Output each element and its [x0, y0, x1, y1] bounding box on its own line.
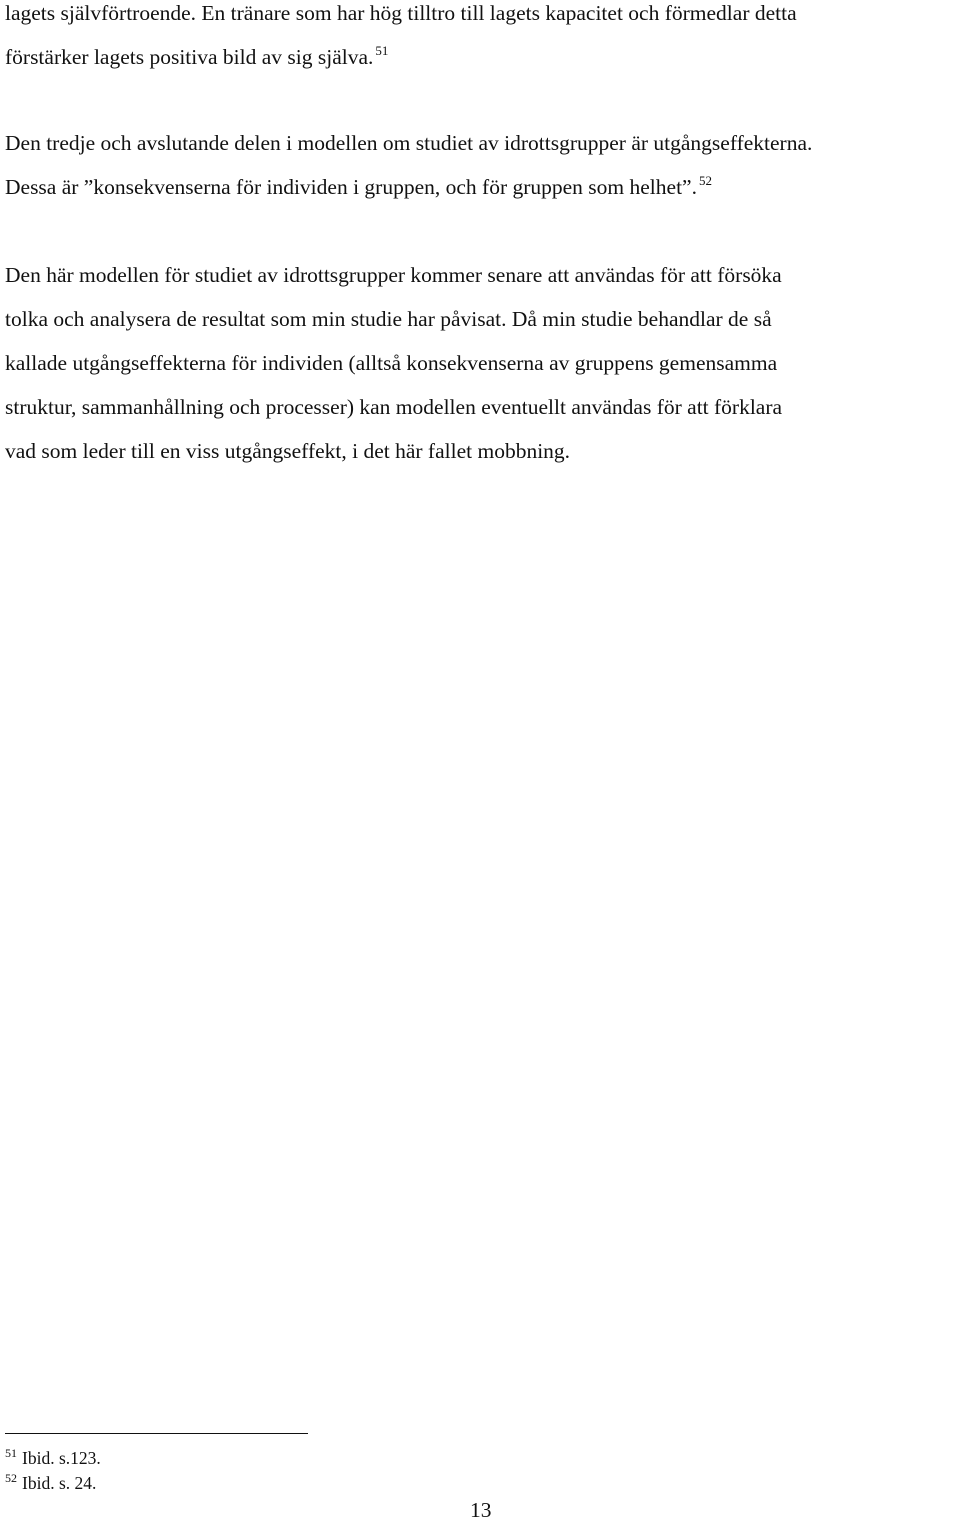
body-text-line: [5, 130, 812, 156]
body-text: Den tredje och avslutande delen i modellen om studiet av idrottsgrupper är utgångseffekterna.: [5, 131, 813, 155]
footnote-51: [5, 1448, 101, 1470]
footnote-separator: [5, 1433, 308, 1434]
footnote-number: 52: [5, 1471, 17, 1485]
footnote-text: Ibid. s.123.: [22, 1448, 101, 1468]
page-number: 13: [470, 1498, 492, 1522]
body-text: kallade utgångseffekterna för individen (alltså konsekvenserna av gruppens gemensamma: [5, 351, 778, 375]
footnote-ref-51[interactable]: 51: [375, 43, 389, 58]
footnote-number: 51: [5, 1446, 17, 1460]
body-text: förstärker lagets positiva bild av sig själva.: [5, 45, 374, 69]
body-text-line: [5, 174, 712, 203]
body-text-line: [5, 306, 772, 332]
body-text: vad som leder till en viss utgångseffekt, i det här fallet mobbning.: [5, 439, 571, 463]
body-text: lagets självförtroende. En tränare som har hög tilltro till lagets kapacitet och förmedlar detta: [5, 1, 797, 25]
footnote-ref-52[interactable]: 52: [698, 173, 712, 188]
body-text-line: [5, 350, 777, 376]
body-text-line: [5, 394, 782, 420]
body-text: Dessa är ”konsekvenserna för individen i gruppen, och för gruppen som helhet”.: [5, 175, 697, 199]
body-text: Den här modellen för studiet av idrottsgrupper kommer senare att användas för att försöka: [5, 263, 782, 287]
body-text-line: [5, 438, 570, 464]
body-text: struktur, sammanhållning och processer) kan modellen eventuellt användas för att förklara: [5, 395, 783, 419]
body-text: tolka och analysera de resultat som min studie har påvisat. Då min studie behandlar de så: [5, 307, 772, 331]
footnote-52: [5, 1473, 96, 1495]
footnote-text: Ibid. s. 24.: [22, 1473, 97, 1493]
body-text-line: [5, 0, 797, 26]
body-text-line: [5, 44, 388, 73]
body-text-line: [5, 262, 782, 288]
